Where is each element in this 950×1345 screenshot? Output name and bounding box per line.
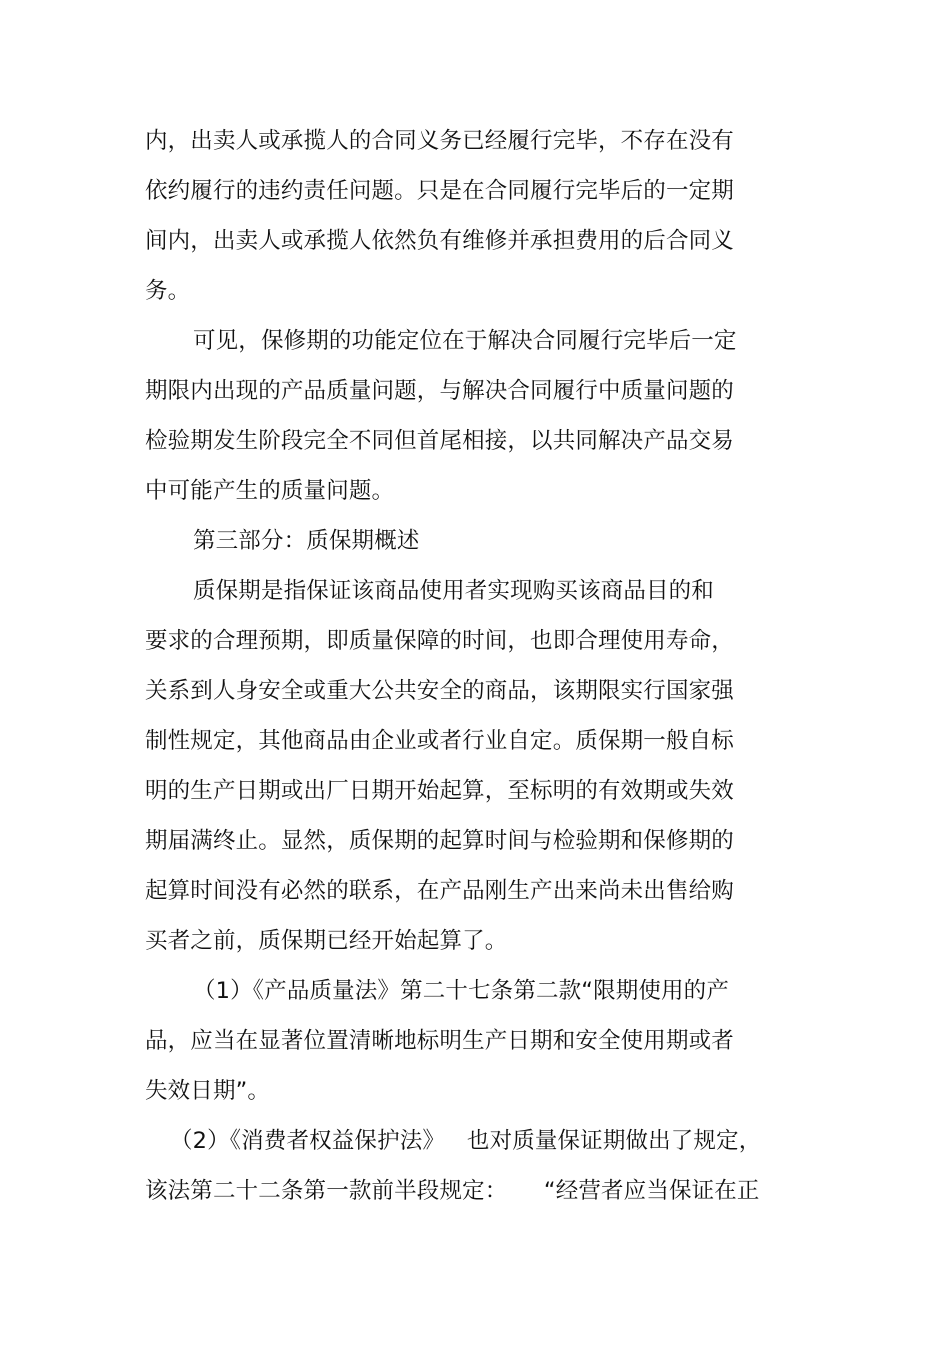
body-text-line: 该法第二十二条第一款前半段规定： “经营者应当保证在正 <box>145 1178 760 1204</box>
body-text-line: 要求的合理预期，即质量保障的时间，也即合理使用寿命， <box>145 628 734 654</box>
body-text-line: 期限内出现的产品质量问题，与解决合同履行中质量问题的 <box>145 378 734 404</box>
section-heading: 第三部分：质保期概述 <box>193 528 420 554</box>
body-text-line: 买者之前，质保期已经开始起算了。 <box>145 928 508 954</box>
paragraph-first-line: （1）《产品质量法》第二十七条第二款“限期使用的产 <box>193 978 729 1004</box>
paragraph-first-line: 质保期是指保证该商品使用者实现购买该商品目的和 <box>193 578 714 604</box>
body-text-line: 期届满终止。显然，质保期的起算时间与检验期和保修期的 <box>145 828 734 854</box>
paragraph-first-line: 可见，保修期的功能定位在于解决合同履行完毕后一定 <box>193 328 737 354</box>
body-text-line: 起算时间没有必然的联系，在产品刚生产出来尚未出售给购 <box>145 878 734 904</box>
body-text-line: 检验期发生阶段完全不同但首尾相接，以共同解决产品交易 <box>145 428 734 454</box>
body-text-line: 间内，出卖人或承揽人依然负有维修并承担费用的后合同义 <box>145 228 734 254</box>
body-text-line: 依约履行的违约责任问题。只是在合同履行完毕后的一定期 <box>145 178 734 204</box>
body-text-line: 失效日期”。 <box>145 1078 271 1104</box>
paragraph-first-line: （2）《消费者权益保护法》 也对质量保证期做出了规定， <box>170 1128 762 1154</box>
body-text-line: 关系到人身安全或重大公共安全的商品，该期限实行国家强 <box>145 678 734 704</box>
body-text-line: 品，应当在显著位置清晰地标明生产日期和安全使用期或者 <box>145 1028 734 1054</box>
body-text-line: 中可能产生的质量问题。 <box>145 478 395 504</box>
body-text-line: 制性规定，其他商品由企业或者行业自定。质保期一般自标 <box>145 728 734 754</box>
body-text-line: 务。 <box>145 278 191 304</box>
body-text-line: 内，出卖人或承揽人的合同义务已经履行完毕，不存在没有 <box>145 128 734 154</box>
body-text-line: 明的生产日期或出厂日期开始起算，至标明的有效期或失效 <box>145 778 734 804</box>
